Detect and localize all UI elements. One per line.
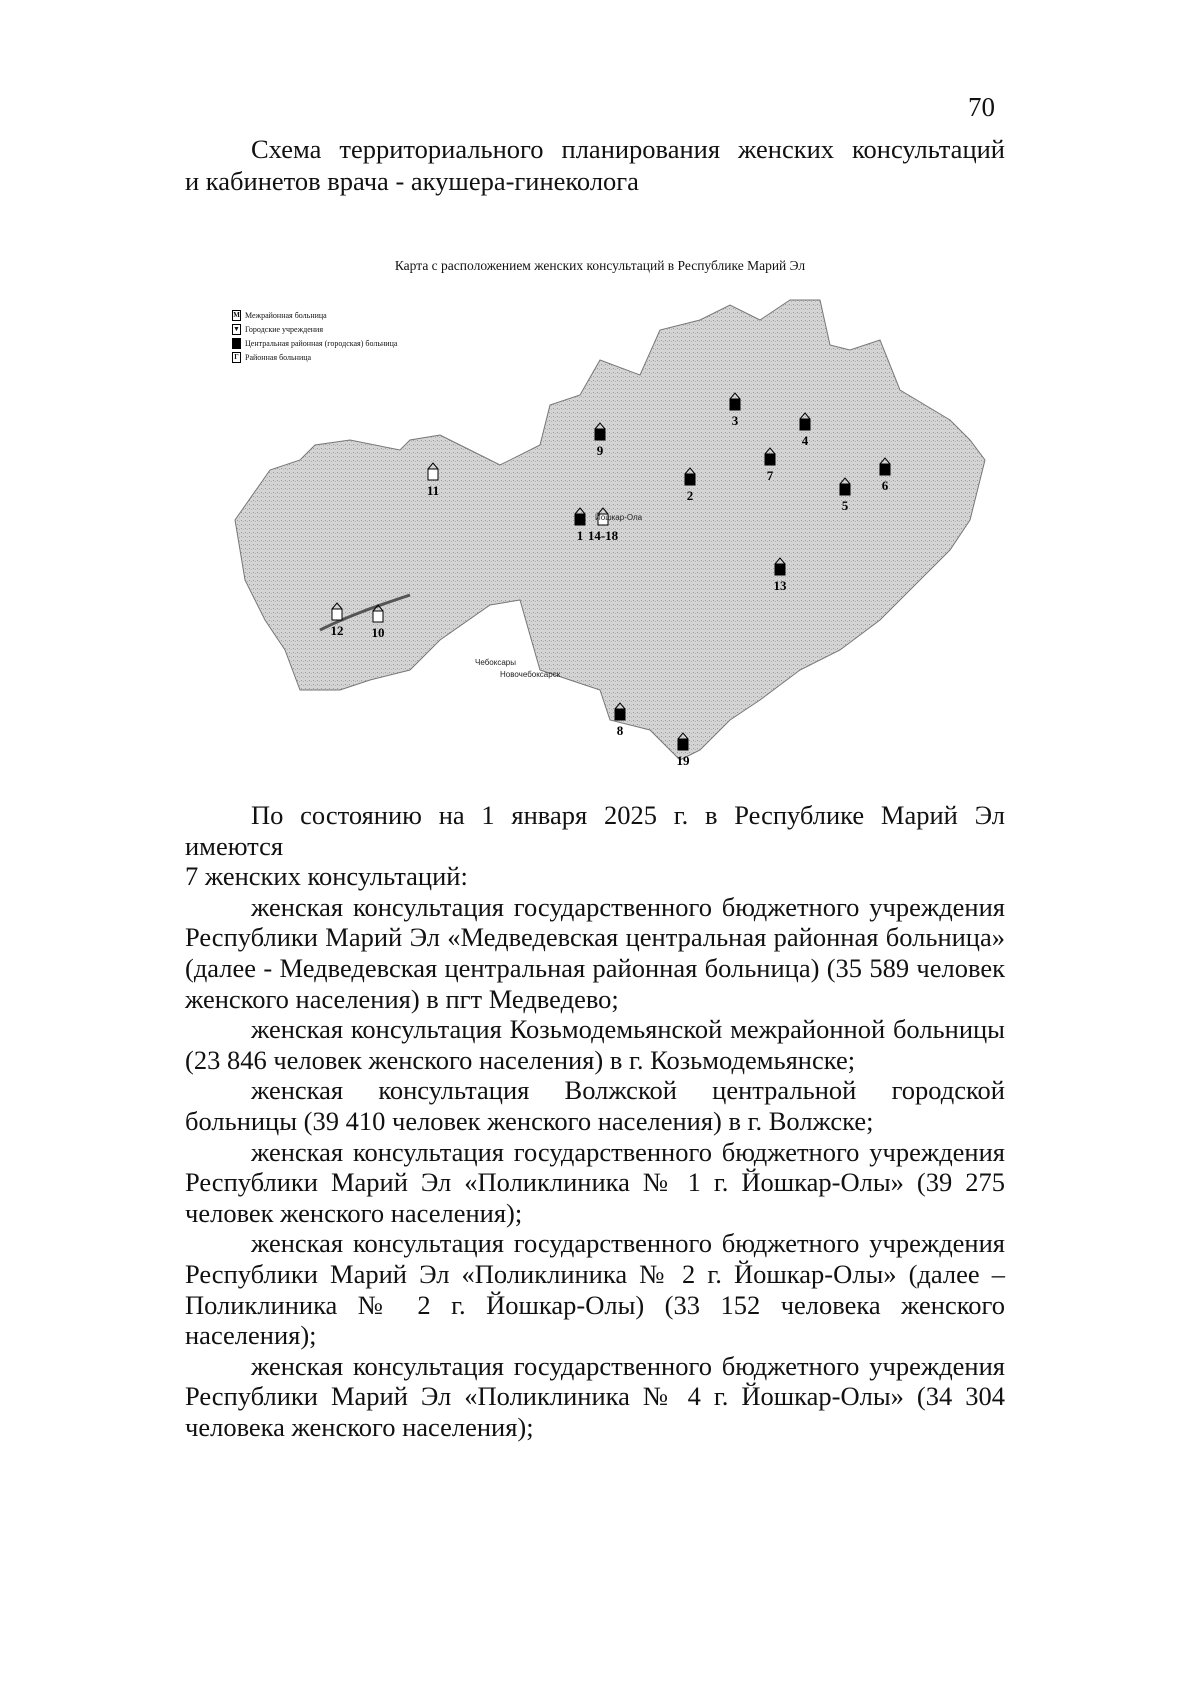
hospital-icon: [615, 709, 625, 720]
document-body: [185, 800, 1005, 1442]
hospital-icon: [685, 474, 695, 485]
legend-item: ■ Центральная районная (городская) больница: [232, 338, 397, 349]
marker-number: 14-18: [587, 528, 619, 543]
page-title-line-1: Схема территориального планирования женских консультаций: [251, 134, 1005, 164]
list-item: женская консультация государственного бюджетного учреждения Республики Марий Эл «Поликлиника № 4 г. Йошкар-Олы» (34 304 человека женского населения);: [185, 1350, 1005, 1442]
marker-number: 10: [371, 625, 385, 640]
hospital-icon: [765, 454, 775, 465]
interdistrict-hospital-icon: М: [233, 311, 240, 319]
map-caption: Карта с расположением женских консультаций в Республике Марий Эл: [394, 258, 806, 273]
hospital-icon: [332, 609, 342, 620]
marker-number: 11: [426, 483, 440, 498]
marker-number: 2: [686, 488, 694, 503]
marker-number: 1: [576, 528, 584, 543]
city-label-yoshkar-ola: Йошкар-Ола: [595, 513, 643, 522]
legend-item: М Межрайонная больница: [233, 311, 327, 320]
marker-number: 7: [766, 468, 774, 483]
hospital-icon: [428, 469, 438, 480]
hospital-icon: [575, 514, 585, 525]
region-map: [200, 295, 990, 775]
list-item: женская консультация государственного бюджетного учреждения Республики Марий Эл «Поликлиника № 2 г. Йошкар-Олы» (далее – Поликлиника № 2 г. Йошкар-Олы) (33 152 человека женского населения);: [185, 1228, 1005, 1351]
city-label-cheboksary: Чебоксары: [475, 658, 516, 667]
marker-number: 13: [773, 578, 787, 593]
marker-number: 12: [330, 623, 344, 638]
page-number: 70: [968, 92, 995, 122]
marker-number: 6: [881, 478, 889, 493]
city-institution-icon: ▼: [233, 325, 240, 333]
district-hospital-icon: Г: [232, 352, 241, 363]
hospital-icon: [373, 611, 383, 622]
marker-number: 8: [616, 723, 624, 738]
page-title-line-2: и кабинетов врача - акушера-гинеколога: [185, 166, 639, 196]
hospital-icon: [678, 739, 688, 750]
intro-line-2: 7 женских консультаций:: [185, 861, 468, 892]
list-item: женская консультация государственного бюджетного учреждения Республики Марий Эл «Медведевская центральная районная больница» (далее - Медведевская центральная районная больница) (35 589 человек женского населения) в пгт Медведево;: [185, 891, 1005, 1014]
legend-item: ▼ Городские учреждения: [233, 325, 323, 334]
hospital-icon: [880, 464, 890, 475]
marker-number: 5: [841, 498, 849, 513]
intro-line-1: По состоянию на 1 января 2025 г. в Республике Марий Эл имеются: [185, 800, 1005, 861]
list-item: женская консультация Волжской центральной городской больницы (39 410 человек женского населения) в г. Волжске;: [185, 1075, 1005, 1136]
list-item: женская консультация государственного бюджетного учреждения Республики Марий Эл «Поликлиника № 1 г. Йошкар-Олы» (39 275 человек женского населения);: [185, 1136, 1005, 1228]
hospital-icon: [800, 419, 810, 430]
marker-number: 19: [676, 753, 690, 768]
central-district-hospital-icon: ■: [232, 338, 241, 349]
city-label-novocheboksarsk: Новочебоксарск: [500, 670, 561, 679]
hospital-icon: [595, 429, 605, 440]
marker-number: 3: [731, 413, 739, 428]
legend-item: Г Районная больница: [232, 352, 311, 363]
list-item: женская консультация Козьмодемьянской межрайонной больницы (23 846 человек женского населения) в г. Козьмодемьянске;: [185, 1014, 1005, 1075]
marker-number: 4: [801, 433, 809, 448]
hospital-icon: [730, 399, 740, 410]
marker-number: 9: [596, 443, 604, 458]
hospital-icon: [840, 484, 850, 495]
hospital-icon: [775, 564, 785, 575]
